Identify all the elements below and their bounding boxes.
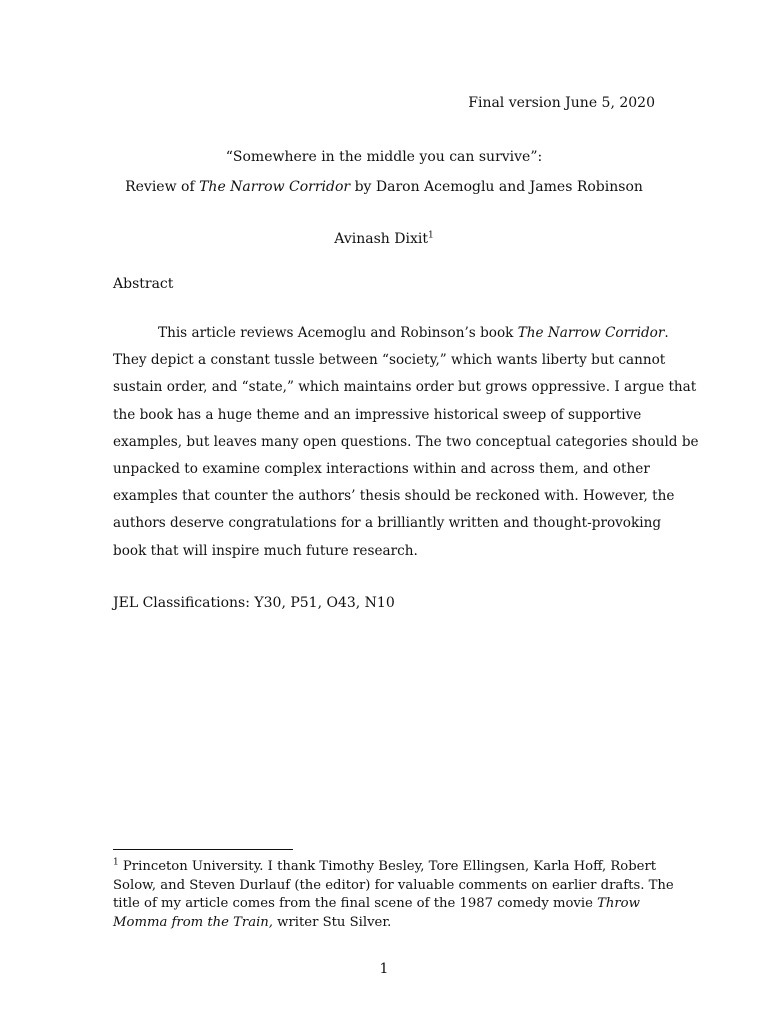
footnote-text: title of my article comes from the final scene of the 1987 comedy movie xyxy=(113,896,598,911)
footnote-line xyxy=(113,895,661,914)
abstract-line: authors deserve congratulations for a brilliantly written and thought-provoking xyxy=(113,515,662,532)
footnote-text: Princeton University. I thank Timothy Besley, Tore Ellingsen, Karla Hoff, Robert xyxy=(118,859,657,874)
footnote-line: Solow, and Steven Durlauf (the editor) for valuable comments on earlier drafts. The xyxy=(113,877,674,893)
page-number: 1 xyxy=(379,961,389,977)
footnote-mark: 1 xyxy=(113,857,119,868)
abstract-heading: Abstract xyxy=(113,276,174,292)
version-date: Final version June 5, 2020 xyxy=(468,95,655,111)
abstract-line: unpacked to examine complex interactions within and across them, and other xyxy=(113,460,650,477)
abstract-line xyxy=(113,320,669,347)
abstract-line: book that will inspire much future research. xyxy=(113,542,418,559)
footnote-movie-title: Momma from the Train, xyxy=(113,914,273,930)
title-quote-line: “Somewhere in the middle you can survive”: xyxy=(225,149,543,165)
footnote-text: writer Stu Silver. xyxy=(272,914,392,930)
abstract-line-italic: The Narrow Corridor xyxy=(517,325,665,341)
footnote-divider xyxy=(113,849,293,850)
title-review-suffix: by Daron Acemoglu and James Robinson xyxy=(350,179,643,195)
abstract-line: They depict a constant tussle between “society,” which wants liberty but cannot xyxy=(113,352,666,369)
title-book-name: The Narrow Corridor xyxy=(199,179,351,195)
title-review-line xyxy=(0,178,768,196)
author-footnote-mark: 1 xyxy=(427,230,434,241)
abstract-line: examples that counter the authors’ thesis should be reckoned with. However, the xyxy=(113,488,675,505)
abstract-line: sustain order, and “state,” which maintains order but grows oppressive. I argue that xyxy=(113,379,697,396)
article-title xyxy=(0,148,768,196)
abstract-line: the book has a huge theme and an impressive historical sweep of supportive xyxy=(113,406,642,423)
abstract-line: examples, but leaves many open questions. The two conceptual categories should be xyxy=(113,433,699,450)
footnote xyxy=(113,857,674,932)
abstract-line-text: This article reviews Acemoglu and Robinson’s book xyxy=(158,325,518,341)
footnote-line xyxy=(113,858,661,877)
author-line xyxy=(0,230,768,248)
author-name: Avinash Dixit xyxy=(334,231,428,247)
footnote-line xyxy=(113,914,661,933)
title-review-prefix: Review of xyxy=(125,179,200,195)
abstract-line-text-end: . xyxy=(664,325,669,341)
abstract-body xyxy=(113,320,699,565)
jel-classifications: JEL Classifications: Y30, P51, O43, N10 xyxy=(113,595,395,611)
footnote-movie-title: Throw xyxy=(597,896,640,911)
